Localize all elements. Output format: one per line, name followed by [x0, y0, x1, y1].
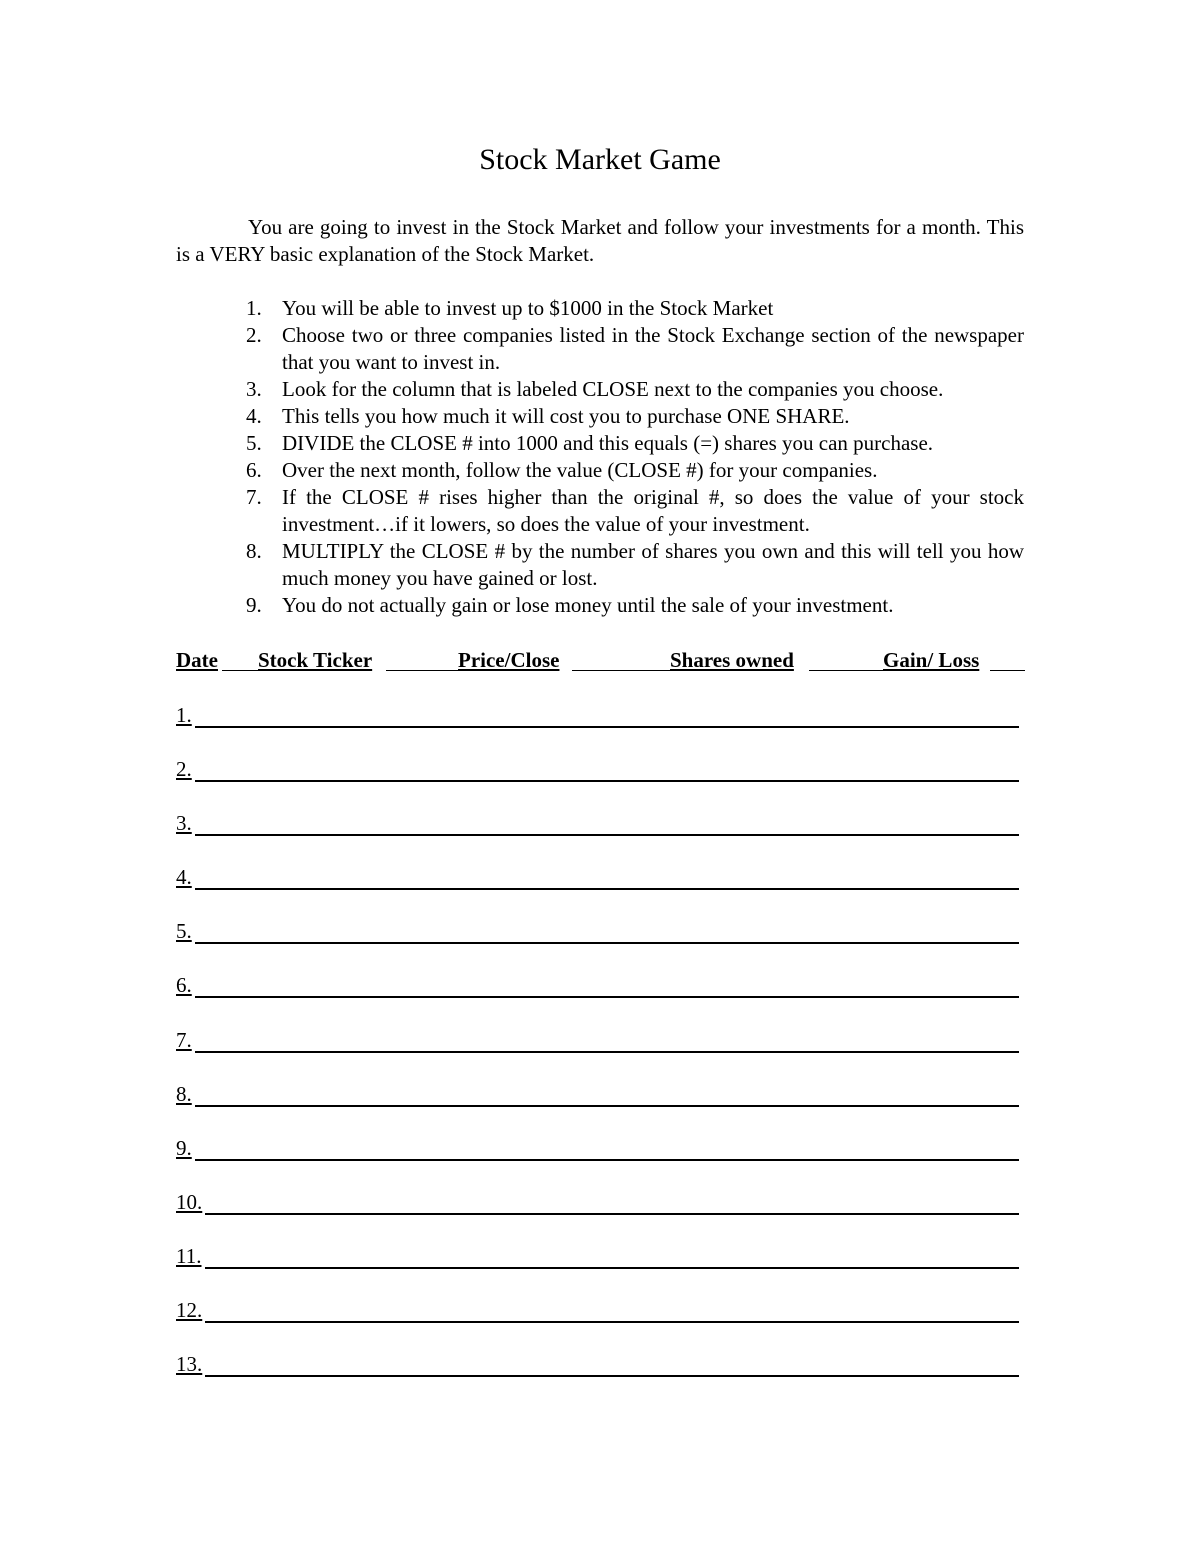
- instruction-item: [176, 430, 1024, 457]
- instruction-number: 5.: [246, 431, 262, 455]
- entry-blank: [195, 888, 1019, 890]
- instruction-text: If the CLOSE # rises higher than the original #, so does the value of your stock investment…if it lowers, so does the value of your investment.: [282, 485, 1024, 536]
- header-underline: [386, 670, 458, 671]
- entry-blank: [205, 1213, 1019, 1215]
- instruction-item: [176, 538, 1024, 592]
- entry-number: 3.: [176, 811, 192, 835]
- entry-blank: [195, 1105, 1019, 1107]
- entry-blank: [205, 1267, 1019, 1269]
- entry-blank: [195, 780, 1019, 782]
- entry-blank: [195, 726, 1019, 728]
- entry-line[interactable]: [176, 1189, 1019, 1217]
- entry-blank: [195, 834, 1019, 836]
- instruction-text: Choose two or three companies listed in the Stock Exchange section of the newspaper that you want to invest in.: [282, 323, 1024, 374]
- instruction-text: Over the next month, follow the value (CLOSE #) for your companies.: [282, 458, 878, 482]
- entry-line[interactable]: [176, 1027, 1019, 1055]
- entry-line[interactable]: [176, 972, 1019, 1000]
- entry-line[interactable]: [176, 810, 1019, 838]
- instruction-item: [176, 376, 1024, 403]
- instruction-number: 7.: [246, 485, 262, 509]
- instruction-item: [176, 295, 1024, 322]
- entry-blank: [195, 996, 1019, 998]
- instruction-text: MULTIPLY the CLOSE # by the number of shares you own and this will tell you how much money you have gained or lost.: [282, 539, 1024, 590]
- instruction-text: You will be able to invest up to $1000 in the Stock Market: [282, 296, 774, 320]
- entry-line[interactable]: [176, 918, 1019, 946]
- instruction-item: [176, 457, 1024, 484]
- instruction-number: 4.: [246, 404, 262, 428]
- entry-blank: [195, 1051, 1019, 1053]
- entry-blank: [205, 1375, 1019, 1377]
- entry-number: 13.: [176, 1352, 203, 1376]
- header-price-close: Price/Close: [458, 648, 560, 672]
- entry-line[interactable]: [176, 864, 1019, 892]
- instruction-number: 3.: [246, 377, 262, 401]
- entry-line[interactable]: [176, 1135, 1019, 1163]
- entry-number: 10.: [176, 1190, 203, 1214]
- instruction-number: 8.: [246, 539, 262, 563]
- entry-number: 4.: [176, 865, 192, 889]
- instruction-number: 2.: [246, 323, 262, 347]
- entry-line[interactable]: [176, 1297, 1019, 1325]
- header-underline: [572, 670, 670, 671]
- header-stock-ticker: Stock Ticker: [258, 648, 373, 672]
- instruction-item: [176, 322, 1024, 376]
- instruction-item: [176, 592, 1024, 619]
- instructions-list: [176, 295, 1024, 619]
- instruction-text: You do not actually gain or lose money until the sale of your investment.: [282, 593, 894, 617]
- table-header: [176, 647, 1026, 675]
- entry-line[interactable]: [176, 1243, 1019, 1271]
- entry-number: 7.: [176, 1028, 192, 1052]
- intro-paragraph: You are going to invest in the Stock Market and follow your investments for a month. This is a VERY basic explanation of the Stock Market.: [176, 215, 1024, 266]
- header-date: Date: [176, 648, 218, 672]
- entry-blank: [195, 942, 1019, 944]
- entry-number: 11.: [176, 1244, 202, 1268]
- header-gain-loss: Gain/ Loss: [883, 648, 980, 672]
- header-underline: [809, 670, 883, 671]
- entry-number: 9.: [176, 1136, 192, 1160]
- instruction-item: [176, 484, 1024, 538]
- instruction-item: [176, 403, 1024, 430]
- entry-line[interactable]: [176, 1351, 1019, 1379]
- entry-number: 12.: [176, 1298, 203, 1322]
- header-shares-owned: Shares owned: [670, 648, 794, 672]
- entry-number: 1.: [176, 703, 192, 727]
- entry-line[interactable]: [176, 756, 1019, 784]
- header-underline: [222, 670, 258, 671]
- instruction-text: DIVIDE the CLOSE # into 1000 and this equals (=) shares you can purchase.: [282, 431, 934, 455]
- entry-number: 6.: [176, 973, 192, 997]
- instruction-number: 6.: [246, 458, 262, 482]
- entry-number: 8.: [176, 1082, 192, 1106]
- entry-blank: [195, 1159, 1019, 1161]
- entry-blank: [205, 1321, 1019, 1323]
- entry-line[interactable]: [176, 702, 1019, 730]
- page-title: Stock Market Game: [479, 143, 721, 176]
- entry-number: 5.: [176, 919, 192, 943]
- entry-line[interactable]: [176, 1081, 1019, 1109]
- instruction-text: Look for the column that is labeled CLOSE next to the companies you choose.: [282, 377, 944, 401]
- instruction-number: 1.: [246, 296, 262, 320]
- header-underline: [990, 670, 1025, 671]
- entry-number: 2.: [176, 757, 192, 781]
- instruction-text: This tells you how much it will cost you to purchase ONE SHARE.: [282, 404, 850, 428]
- instruction-number: 9.: [246, 593, 262, 617]
